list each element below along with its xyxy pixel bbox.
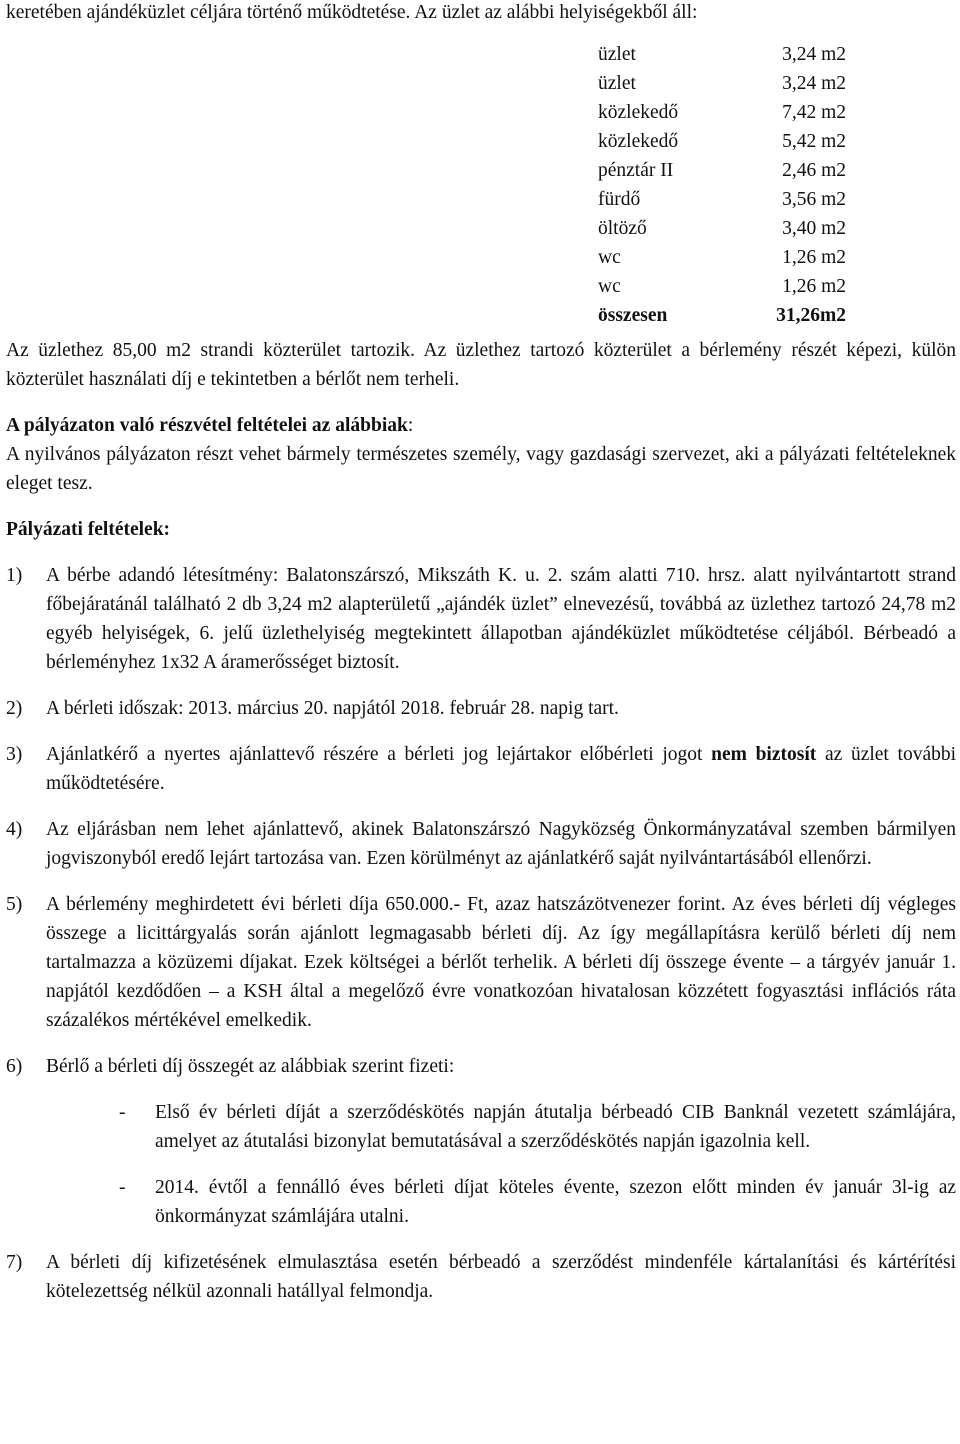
room-row — [598, 98, 956, 127]
item-text: A bérleti díj kifizetésének elmulasztása esetén bérbeadó a szerződést mindenféle kártalanítási és kártérítési kötelezettség nélkül azonnali hatállyal felmondja. — [46, 1252, 956, 1302]
payment-text: 2014. évtől a fennálló éves bérleti díjat köteles évente, szezon előtt minden év január 3l-ig az önkormányzat számlájára utalni. — [155, 1177, 956, 1227]
room-name: wc — [598, 276, 621, 297]
list-item — [6, 1052, 956, 1231]
payment-item — [46, 1098, 956, 1156]
room-area: 2,46 m2 — [782, 160, 846, 181]
room-row — [598, 40, 956, 69]
room-area: 1,26 m2 — [782, 247, 846, 268]
document-page — [6, 0, 956, 1306]
public-area-paragraph: Az üzlethez 85,00 m2 strandi közterület tartozik. Az üzlethez tartozó közterület a bérlemény részét képezi, külön közterület használati díj e tekintetben a bérlőt nem terheli. — [6, 340, 956, 390]
conditions-heading — [6, 515, 956, 544]
dash-bullet: - — [119, 1177, 126, 1198]
item-number: 6) — [6, 1056, 23, 1077]
item-text: Az eljárásban nem lehet ajánlattevő, akinek Balatonszárszó Nagyközség Önkormányzatával szemben bármilyen jogviszonyból eredő lejárt tartozása van. Ezen körülményt az ajánlatkérő saját nyilvántartásából ellenőrzi. — [46, 819, 956, 869]
list-item — [6, 694, 956, 723]
rooms-table — [598, 40, 956, 330]
conditions-heading-text: Pályázati feltételek: — [6, 519, 171, 540]
participation-colon: : — [407, 415, 414, 436]
room-area: 3,24 m2 — [782, 73, 846, 94]
item-number: 3) — [6, 744, 23, 765]
total-row — [598, 301, 956, 330]
item-text-main: Bérlő a bérleti díj összegét az alábbiak szerint fizeti: — [46, 1056, 455, 1077]
room-row — [598, 185, 956, 214]
list-item — [6, 740, 956, 798]
item-text: A bérlemény meghirdetett évi bérleti díja 650.000.- Ft, azaz hatszázötvenezer forint. Az éves bérleti díj végleges összege a licittárgyalás során ajánlott legmagasabb bérleti díj. Az így megállapításra kerülő bérleti díj nem tartalmazza a közüzemi díjakat. Ezek költségei a bérlőt terhelik. A bérleti díj összege évente – a tárgyév január 1. napjától kezdődően – a KSH által a megelőző évre vonatkozóan hivatalosan közzétett fogyasztási inflációs ráta százalékos mértékével emelkedik. — [46, 894, 956, 1031]
room-area: 3,24 m2 — [782, 44, 846, 65]
list-item — [6, 890, 956, 1035]
item-number: 4) — [6, 819, 23, 840]
list-item — [6, 815, 956, 873]
list-item — [6, 1248, 956, 1306]
payment-text: Első év bérleti díját a szerződéskötés napján átutalja bérbeadó CIB Banknál vezetett számlájára, amelyet az átutalási bizonylat bemutatásával a szerződéskötés napján igazolnia kell. — [155, 1102, 956, 1152]
room-area: 5,42 m2 — [782, 131, 846, 152]
room-row — [598, 272, 956, 301]
item-number: 2) — [6, 698, 23, 719]
total-label: összesen — [598, 305, 668, 326]
dash-bullet: - — [119, 1102, 126, 1123]
item-number: 1) — [6, 565, 23, 586]
room-name: pénztár II — [598, 160, 674, 181]
item-text — [46, 1052, 956, 1231]
item-text: A bérleti időszak: 2013. március 20. napjától 2018. február 28. napig tart. — [46, 698, 619, 719]
item-text-part: Ajánlatkérő a nyertes ajánlattevő részére a bérleti jog lejártakor előbérleti jogot — [46, 744, 712, 765]
payment-list — [46, 1098, 956, 1231]
participation-heading-line — [6, 411, 956, 440]
room-name: fürdő — [598, 189, 641, 210]
room-row — [598, 243, 956, 272]
conditions-list — [6, 561, 956, 1306]
participation-heading: A pályázaton való részvétel feltételei az alábbiak — [6, 415, 408, 436]
room-area: 7,42 m2 — [782, 102, 846, 123]
room-name: öltöző — [598, 218, 647, 239]
item-text — [46, 740, 956, 798]
total-area: 31,26m2 — [776, 305, 846, 326]
room-name: közlekedő — [598, 131, 679, 152]
room-name: wc — [598, 247, 621, 268]
list-item — [6, 561, 956, 677]
item-text-part: az üzlet további működtetésére. — [46, 744, 957, 794]
room-name: közlekedő — [598, 102, 679, 123]
room-row — [598, 214, 956, 243]
room-row — [598, 156, 956, 185]
room-area: 1,26 m2 — [782, 276, 846, 297]
participation-text: A nyilvános pályázaton részt vehet bármely természetes személy, vagy gazdasági szervezet, aki a pályázati feltételeknek eleget tesz. — [6, 444, 956, 494]
room-row — [598, 69, 956, 98]
room-name: üzlet — [598, 73, 636, 94]
room-area: 3,56 m2 — [782, 189, 846, 210]
room-name: üzlet — [598, 44, 636, 65]
item-number: 7) — [6, 1252, 23, 1273]
item-number: 5) — [6, 894, 23, 915]
room-area: 3,40 m2 — [782, 218, 846, 239]
item-text: A bérbe adandó létesítmény: Balatonszárszó, Mikszáth K. u. 2. szám alatti 710. hrsz. alatt nyilvántartott strand főbejáratánál található 2 db 3,24 m2 alapterületű „ajándék üzlet” elnevezésű, továbbá az üzlethez tartozó 24,78 m2 egyéb helyiségek, 6. jelű üzlethelyiség megtekintett állapotban ajándéküzlet működtetése céljából. Bérbeadó a bérleményhez 1x32 A áramerősséget biztosít. — [46, 565, 956, 673]
intro-line: keretében ajándéküzlet céljára történő működtetése. Az üzlet az alábbi helyiségekből áll: — [6, 2, 698, 23]
payment-item — [46, 1173, 956, 1231]
room-row — [598, 127, 956, 156]
item-text-bold: nem biztosít — [711, 744, 817, 765]
